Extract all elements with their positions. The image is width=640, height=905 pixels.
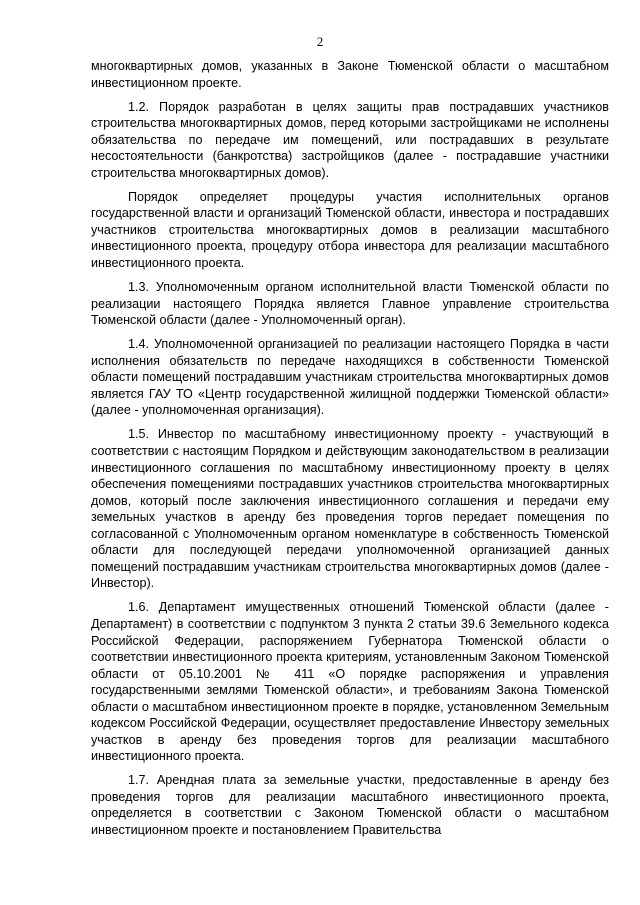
paragraph-1-3: 1.3. Уполномоченным органом исполнительной власти Тюменской области по реализации настоящего Порядка является Главное управление строительства Тюменской области (далее - Уполномоченный орган). <box>91 280 609 328</box>
page-number: 2 <box>316 34 324 49</box>
document-body <box>91 58 609 839</box>
paragraph-procedure: Порядок определяет процедуры участия исполнительных органов государственной власти и организаций Тюменской области, инвестора и пострадавших участников строительства многоквартирных домов в реализации масштабного инвестиционного проекта, процедуру отбора инвестора для реализации масштабного инвестиционного проекта. <box>91 189 609 271</box>
paragraph-1-6: 1.6. Департамент имущественных отношений Тюменской области (далее - Департамент) в соответствии с подпунктом 3 пункта 2 статьи 39.6 Земельного кодекса Российской Федерации, распоряжением Губернатора Тюменской области о соответствии инвестиционного проекта критериям, установленным Законом Тюменской области от 05.10.2001 № 411 «О порядке распоряжения и управления государственными землями Тюменской области», и требованиям Закона Тюменской области о масштабном инвестиционном проекте в порядке, установленном Земельным кодексом Российской Федерации, осуществляет предоставление Инвестору земельных участков в аренду без проведения торгов для реализации масштабного инвестиционного проекта. <box>91 600 609 764</box>
paragraph-1-7: 1.7. Арендная плата за земельные участки, предоставленные в аренду без проведения торгов для реализации масштабного инвестиционного проекта, определяется в соответствии с Законом Тюменской области о масштабном инвестиционном проекте и постановлением Правительства <box>91 773 609 838</box>
paragraph-1-5: 1.5. Инвестор по масштабному инвестиционному проекту - участвующий в соответствии с настоящим Порядком и действующим законодательством в реализации инвестиционного соглашения по масштабному инвестиционному проекту в целях обеспечения помещениями пострадавших участников строительства многоквартирных домов, который после заключения инвестиционного соглашения и передачи ему земельных участков в аренду без проведения торгов передает помещения по согласованной с Уполномоченным органом номенклатуре в собственность Тюменской области для последующей передачи уполномоченной организацией данных помещений пострадавшим участникам строительства многоквартирных домов (далее - Инвестор). <box>91 427 609 591</box>
paragraph-continuation: многоквартирных домов, указанных в Законе Тюменской области о масштабном инвестиционном проекте. <box>91 59 609 90</box>
paragraph-1-2: 1.2. Порядок разработан в целях защиты прав пострадавших участников строительства многоквартирных домов, перед которыми застройщиками не исполнены обязательства по передаче им помещений, или пострадавших в результате несостоятельности (банкротства) застройщиков (далее - пострадавшие участники строительства многоквартирных домов). <box>91 99 609 180</box>
paragraph-1-4: 1.4. Уполномоченной организацией по реализации настоящего Порядка в части исполнения обязательств по передаче находящихся в собственности Тюменской области помещений пострадавшим участникам строительства многоквартирных домов является ГАУ ТО «Центр государственной жилищной поддержки Тюменской области» (далее - уполномоченная организация). <box>91 337 609 418</box>
